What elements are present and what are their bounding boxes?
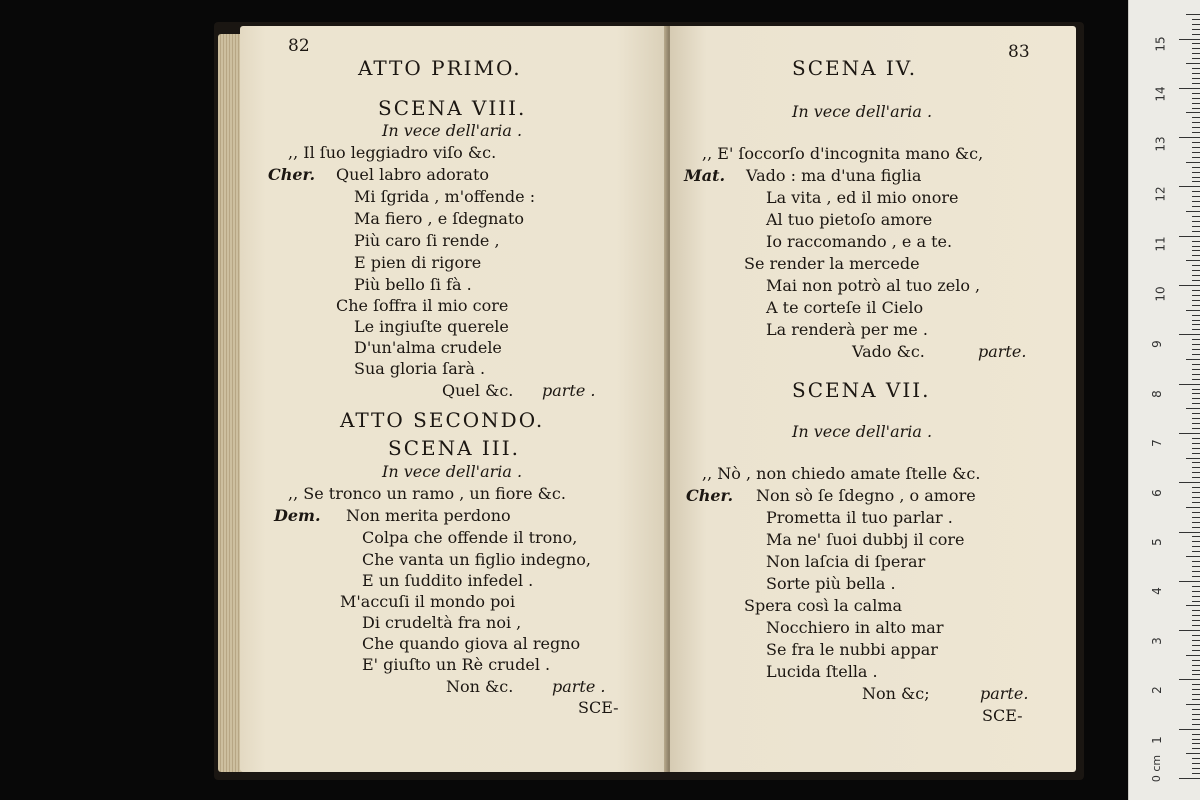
ruler-tick [1192, 147, 1200, 148]
ruler-tick [1192, 492, 1200, 493]
exit-direction: parte. [980, 684, 1029, 703]
ruler-tick [1179, 532, 1200, 533]
ruler-tick [1186, 260, 1200, 261]
ruler-tick [1192, 132, 1200, 133]
ruler-tick [1186, 211, 1200, 212]
ruler-tick [1192, 758, 1200, 759]
ruler-tick [1192, 305, 1200, 306]
ruler-tick [1192, 19, 1200, 20]
running-head: SCENA IV. [792, 56, 918, 80]
ruler-tick [1192, 142, 1200, 143]
ruler-tick [1186, 408, 1200, 409]
ruler-tick [1192, 177, 1200, 178]
ruler-label: 10 [1153, 286, 1168, 302]
ruler-tick [1192, 201, 1200, 202]
ruler-tick [1192, 167, 1200, 168]
ruler-tick [1192, 625, 1200, 626]
ruler-tick [1192, 586, 1200, 587]
ruler-tick [1192, 231, 1200, 232]
ruler-tick [1192, 763, 1200, 764]
ruler-tick [1192, 403, 1200, 404]
verse-line: Spera così la calma [744, 596, 903, 615]
ruler-tick [1192, 497, 1200, 498]
verse-line: E' giuſto un Rè crudel . [362, 655, 551, 674]
ruler-tick [1192, 748, 1200, 749]
verse-line: ,, Il ſuo leggiadro viſo &c. [288, 143, 497, 162]
ruler-tick [1192, 315, 1200, 316]
ruler-tick [1192, 773, 1200, 774]
verse-line: Non &c. [446, 677, 514, 696]
ruler-tick [1192, 48, 1200, 49]
running-head: ATTO PRIMO. [358, 56, 522, 80]
ruler-tick [1192, 275, 1200, 276]
ruler-tick [1192, 34, 1200, 35]
ruler-label: 3 [1149, 637, 1164, 645]
ruler-label: 13 [1153, 136, 1168, 152]
ruler-tick [1192, 462, 1200, 463]
ruler-tick [1192, 374, 1200, 375]
ruler-tick [1192, 24, 1200, 25]
ruler-tick [1192, 423, 1200, 424]
page-number: 83 [1008, 42, 1030, 62]
verse-line: Ma fiero , e ſdegnato [354, 209, 525, 228]
ruler-tick [1192, 477, 1200, 478]
ruler-tick [1179, 778, 1200, 779]
ruler-tick [1192, 615, 1200, 616]
verse-line: Non laſcia di ſperar [766, 552, 926, 571]
stage-direction: In vece dell'aria . [792, 102, 933, 121]
ruler-tick [1192, 502, 1200, 503]
ruler-tick [1186, 753, 1200, 754]
ruler-tick [1192, 196, 1200, 197]
ruler-label: 9 [1149, 340, 1164, 348]
ruler-tick [1192, 364, 1200, 365]
verse-line: La renderà per me . [766, 320, 928, 339]
ruler-tick [1192, 329, 1200, 330]
ruler-label: 15 [1153, 36, 1168, 52]
ruler-tick [1186, 655, 1200, 656]
ruler-tick [1192, 541, 1200, 542]
ruler-tick [1192, 650, 1200, 651]
ruler-tick [1186, 556, 1200, 557]
ruler-tick [1192, 576, 1200, 577]
verse-line: Di crudeltà fra noi , [362, 613, 522, 632]
ruler-tick [1179, 186, 1200, 187]
verse-line: Sorte più bella . [766, 574, 896, 593]
ruler-tick [1192, 246, 1200, 247]
verse-line: Se fra le nubbi appar [766, 640, 938, 659]
ruler-label: 12 [1153, 186, 1168, 202]
ruler-tick [1192, 398, 1200, 399]
ruler-tick [1192, 68, 1200, 69]
verse-line: Le ingiuſte querele [354, 317, 509, 336]
ruler-tick [1192, 709, 1200, 710]
ruler-tick [1192, 98, 1200, 99]
ruler-tick [1192, 389, 1200, 390]
ruler-tick [1192, 487, 1200, 488]
ruler-unit-label: 0 cm [1150, 754, 1164, 783]
speaker-label: Dem. [274, 506, 321, 525]
ruler-tick [1192, 443, 1200, 444]
ruler-tick [1192, 561, 1200, 562]
ruler-tick [1192, 674, 1200, 675]
speaker-label: Cher. [268, 165, 316, 184]
scene-heading: SCENA VIII. [378, 96, 527, 120]
ruler-tick [1192, 620, 1200, 621]
verse-line: Che ſoffra il mio core [336, 296, 509, 315]
exit-direction: parte. [978, 342, 1027, 361]
ruler-tick [1192, 448, 1200, 449]
ruler-tick [1179, 285, 1200, 286]
ruler-tick [1192, 660, 1200, 661]
ruler-tick [1192, 379, 1200, 380]
ruler-tick [1192, 73, 1200, 74]
ruler-tick [1192, 354, 1200, 355]
ruler-tick [1179, 482, 1200, 483]
ruler-label: 5 [1149, 538, 1164, 546]
ruler-tick [1192, 83, 1200, 84]
ruler-tick [1179, 581, 1200, 582]
verse-line: Quel &c. [442, 381, 514, 400]
ruler-tick [1192, 181, 1200, 182]
speaker-label: Cher. [686, 486, 734, 505]
ruler-tick [1192, 206, 1200, 207]
ruler-tick [1192, 428, 1200, 429]
ruler-tick [1192, 250, 1200, 251]
stage-direction: In vece dell'aria . [382, 121, 523, 140]
ruler-tick [1192, 418, 1200, 419]
ruler-tick [1179, 88, 1200, 89]
ruler-tick [1192, 640, 1200, 641]
ruler-tick [1192, 172, 1200, 173]
ruler-tick [1192, 324, 1200, 325]
ruler-tick [1192, 522, 1200, 523]
ruler-tick [1192, 339, 1200, 340]
ruler-tick [1192, 734, 1200, 735]
ruler-tick [1192, 93, 1200, 94]
ruler-tick [1192, 29, 1200, 30]
ruler-tick [1179, 39, 1200, 40]
verse-line: Colpa che offende il trono, [362, 528, 578, 547]
ruler-tick [1192, 241, 1200, 242]
stage-direction: In vece dell'aria . [382, 462, 523, 481]
ruler-tick [1186, 112, 1200, 113]
ruler-tick [1192, 103, 1200, 104]
ruler-tick [1192, 566, 1200, 567]
ruler-tick [1192, 665, 1200, 666]
ruler-tick [1192, 438, 1200, 439]
ruler-tick [1192, 527, 1200, 528]
verse-line: Mi ſgrida , m'offende : [354, 187, 536, 206]
ruler-tick [1192, 684, 1200, 685]
ruler-tick [1192, 694, 1200, 695]
ruler-label: 8 [1149, 390, 1164, 398]
verse-line: Che vanta un figlio indegno, [362, 550, 591, 569]
ruler-tick [1179, 137, 1200, 138]
ruler-tick [1179, 679, 1200, 680]
ruler-tick [1186, 162, 1200, 163]
verse-line: Al tuo pietoſo amore [766, 210, 933, 229]
ruler-tick [1192, 369, 1200, 370]
ruler-tick [1192, 591, 1200, 592]
exit-direction: parte . [552, 677, 606, 696]
ruler-tick [1179, 334, 1200, 335]
verse-line: Lucida ſtella . [766, 662, 878, 681]
ruler-tick [1186, 63, 1200, 64]
ruler-tick [1192, 517, 1200, 518]
catchword: SCE- [982, 706, 1023, 725]
ruler-tick [1192, 43, 1200, 44]
ruler-tick [1192, 265, 1200, 266]
verse-line: Se render la mercede [744, 254, 920, 273]
ruler-tick [1192, 596, 1200, 597]
verse-line: Vado : ma d'una figlia [746, 166, 922, 185]
verse-line: ,, E' ſoccorſo d'incognita mano &c, [702, 144, 984, 163]
ruler-tick [1179, 729, 1200, 730]
verse-line: Prometta il tuo parlar . [766, 508, 953, 527]
ruler-tick [1192, 768, 1200, 769]
ruler-tick [1192, 714, 1200, 715]
ruler-tick [1192, 53, 1200, 54]
left-page [240, 26, 668, 772]
ruler-tick [1192, 300, 1200, 301]
ruler-tick [1192, 743, 1200, 744]
ruler-tick [1192, 320, 1200, 321]
ruler-tick [1186, 507, 1200, 508]
ruler-tick [1192, 670, 1200, 671]
ruler-tick [1186, 14, 1200, 15]
verse-line: Vado &c. [852, 342, 925, 361]
ruler-tick [1192, 58, 1200, 59]
ruler-tick [1192, 739, 1200, 740]
ruler-tick [1192, 724, 1200, 725]
verse-line: Sua gloria ſarà . [354, 359, 486, 378]
ruler-tick [1192, 413, 1200, 414]
ruler-tick [1186, 605, 1200, 606]
ruler-tick [1192, 221, 1200, 222]
ruler-tick [1192, 152, 1200, 153]
ruler-tick [1192, 601, 1200, 602]
ruler-tick [1192, 645, 1200, 646]
ruler-tick [1192, 191, 1200, 192]
ruler-tick [1186, 458, 1200, 459]
verse-line: E pien di rigore [354, 253, 482, 272]
ruler-tick [1192, 551, 1200, 552]
ruler-tick [1192, 512, 1200, 513]
verse-line: Nocchiero in alto mar [766, 618, 944, 637]
ruler-tick [1192, 472, 1200, 473]
ruler-tick [1186, 359, 1200, 360]
ruler-tick [1192, 571, 1200, 572]
ruler-tick [1179, 630, 1200, 631]
ruler-tick [1192, 349, 1200, 350]
page-number: 82 [288, 36, 310, 56]
verse-line: Io raccomando , e a te. [766, 232, 953, 251]
ruler-tick [1192, 290, 1200, 291]
ruler-label: 2 [1149, 686, 1164, 694]
measuring-ruler [1128, 0, 1200, 800]
speaker-label: Mat. [684, 166, 726, 185]
scene-heading: SCENA III. [388, 436, 520, 460]
ruler-tick [1192, 127, 1200, 128]
ruler-tick [1192, 689, 1200, 690]
ruler-tick [1179, 384, 1200, 385]
ruler-tick [1192, 216, 1200, 217]
verse-line: Che quando giova al regno [362, 634, 581, 653]
verse-line: E un ſuddito infedel . [362, 571, 534, 590]
ruler-tick [1179, 236, 1200, 237]
ruler-tick [1192, 78, 1200, 79]
ruler-tick [1186, 704, 1200, 705]
scene-heading: SCENA VII. [792, 378, 931, 402]
ruler-tick [1179, 433, 1200, 434]
ruler-tick [1192, 270, 1200, 271]
ruler-tick [1192, 536, 1200, 537]
ruler-tick [1192, 226, 1200, 227]
ruler-tick [1192, 546, 1200, 547]
verse-line: Più caro ſi rende , [354, 231, 500, 250]
verse-line: D'un'alma crudele [354, 338, 502, 357]
verse-line: Più bello ſi fà . [354, 275, 472, 294]
ruler-tick [1192, 157, 1200, 158]
ruler-tick [1192, 467, 1200, 468]
verse-line: Non merita perdono [346, 506, 511, 525]
ruler-label: 7 [1149, 439, 1164, 447]
verse-line: ,, Se tronco un ramo , un fiore &c. [288, 484, 566, 503]
exit-direction: parte . [542, 381, 596, 400]
ruler-tick [1186, 310, 1200, 311]
ruler-tick [1192, 610, 1200, 611]
verse-line: Ma ne' ſuoi dubbj il core [766, 530, 965, 549]
ruler-tick [1192, 635, 1200, 636]
ruler-label: 6 [1149, 489, 1164, 497]
ruler-tick [1192, 453, 1200, 454]
catchword: SCE- [578, 698, 619, 717]
verse-line: La vita , ed il mio onore [766, 188, 959, 207]
ruler-tick [1192, 719, 1200, 720]
ruler-label: 11 [1153, 236, 1168, 252]
ruler-tick [1192, 122, 1200, 123]
ruler-tick [1192, 255, 1200, 256]
ruler-tick [1192, 117, 1200, 118]
ruler-label: 14 [1153, 86, 1168, 102]
verse-line: Quel labro adorato [336, 165, 490, 184]
verse-line: Mai non potrò al tuo zelo , [766, 276, 981, 295]
right-page [670, 26, 1076, 772]
verse-line: A te corteſe il Cielo [766, 298, 924, 317]
act-heading: ATTO SECONDO. [340, 408, 545, 432]
stage-direction: In vece dell'aria . [792, 422, 933, 441]
verse-line: ,, Nò , non chiedo amate ſtelle &c. [702, 464, 981, 483]
verse-line: M'accuſi il mondo poi [340, 592, 516, 611]
ruler-tick [1192, 295, 1200, 296]
ruler-tick [1192, 699, 1200, 700]
ruler-tick [1192, 344, 1200, 345]
ruler-tick [1192, 393, 1200, 394]
verse-line: Non sò ſe ſdegno , o amore [756, 486, 976, 505]
ruler-label: 4 [1149, 587, 1164, 595]
ruler-tick [1192, 108, 1200, 109]
ruler-tick [1192, 280, 1200, 281]
ruler-label: 1 [1149, 736, 1164, 744]
verse-line: Non &c; [862, 684, 930, 703]
